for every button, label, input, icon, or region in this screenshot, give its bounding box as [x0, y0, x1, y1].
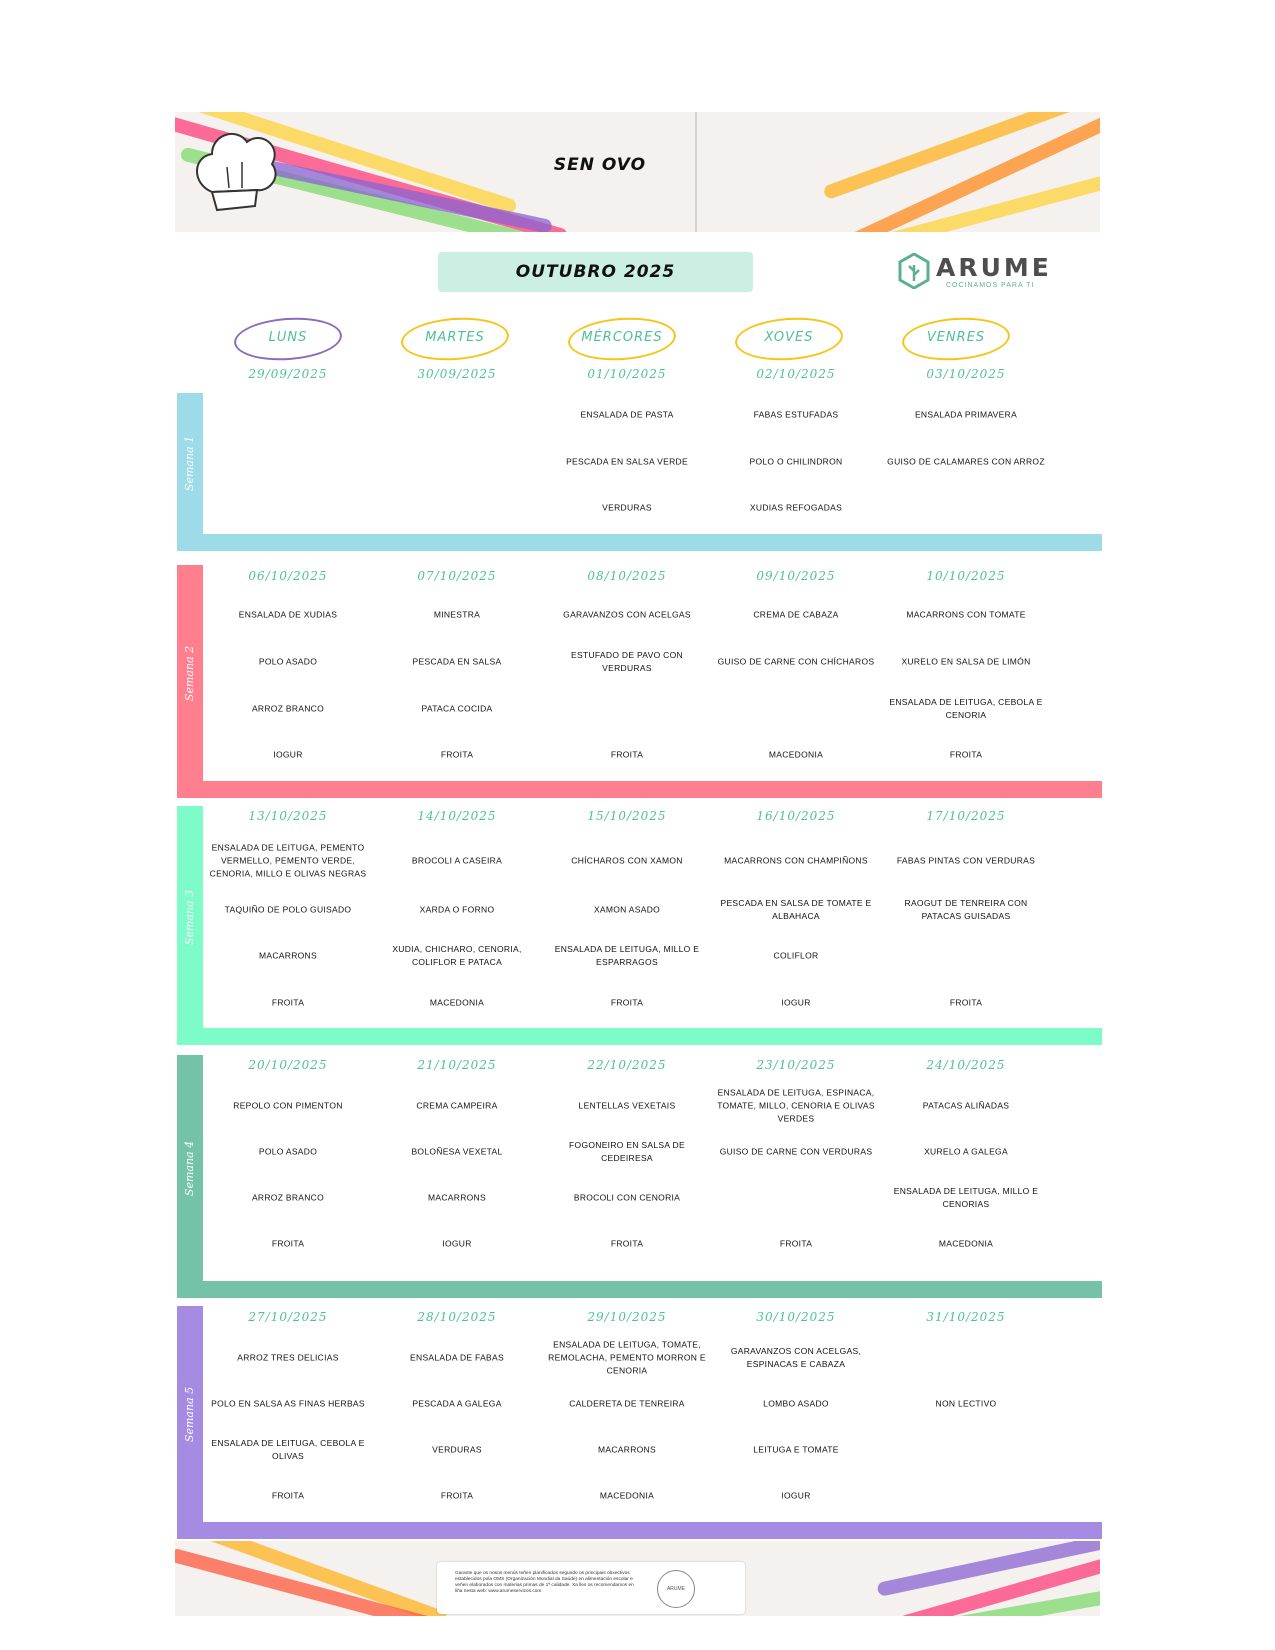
day-date: 27/10/2025: [248, 1310, 328, 1324]
menu-dish: MACEDONIA: [599, 1490, 655, 1501]
menu-dish: NON LECTIVO: [935, 1398, 997, 1409]
menu-dish: GUISO DE CARNE CON VERDURAS: [719, 1146, 873, 1157]
day-header-thursday: [717, 318, 887, 364]
menu-dish: ENSALADA DE LEITUGA, MILLO E CENORIAS: [893, 1186, 1039, 1209]
menu-dish: GUISO DE CALAMARES CON ARROZ: [887, 456, 1045, 467]
menu-dish: MACEDONIA: [429, 997, 485, 1008]
menu-dish: ENSALADA DE LEITUGA, TOMATE, REMOLACHA, PEMENTO MORRON E CENORIA: [548, 1339, 706, 1376]
day-date: 15/10/2025: [587, 809, 667, 823]
quality-seal: [657, 1570, 695, 1608]
week-label: [177, 1055, 203, 1281]
menu-dish: LEITUGA E TOMATE: [753, 1444, 839, 1455]
menu-dish: RAOGUT DE TENREIRA CON PATACAS GUISADAS: [904, 898, 1028, 921]
menu-dish: ARROZ BRANCO: [251, 1192, 325, 1203]
leaf-logo-icon: [898, 253, 930, 289]
menu-dish: VERDURAS: [602, 502, 652, 513]
menu-dish: IOGUR: [781, 997, 811, 1008]
day-date: 31/10/2025: [926, 1310, 1006, 1324]
menu-dish: ARROZ BRANCO: [251, 703, 325, 714]
menu-dish: ENSALADA PRIMAVERA: [914, 409, 1018, 420]
menu-dish: MACARRONS CON CHAMPIÑONS: [724, 855, 868, 866]
day-date: 22/10/2025: [587, 1058, 667, 1072]
menu-dish: LENTELLAS VEXETAIS: [578, 1100, 676, 1111]
menu-dish: CALDERETA DE TENREIRA: [569, 1398, 685, 1409]
menu-dish: IOGUR: [781, 1490, 811, 1501]
menu-dish: FROITA: [779, 1238, 813, 1249]
month-title: [438, 252, 753, 292]
month-label: OUTUBRO 2025: [515, 262, 676, 282]
paint-stroke: [175, 1541, 448, 1616]
menu-dish: FABAS ESTUFADAS: [753, 409, 839, 420]
menu-dish: FROITA: [271, 1238, 305, 1249]
day-date: 20/10/2025: [248, 1058, 328, 1072]
menu-dish: PESCADA EN SALSA VERDE: [566, 456, 688, 467]
menu-dish: PATACAS ALIÑADAS: [922, 1100, 1010, 1111]
menu-dish: XUDIAS REFOGADAS: [749, 502, 843, 513]
menu-dish: GARAVANZOS CON ACELGAS: [563, 609, 691, 620]
menu-dish: FROITA: [440, 1490, 474, 1501]
day-date: 30/10/2025: [756, 1310, 836, 1324]
week-label-text: Semana 3: [183, 889, 197, 945]
menu-dish: FOGONEIRO EN SALSA DE CEDEIRESA: [569, 1140, 685, 1163]
menu-dish: FROITA: [610, 997, 644, 1008]
paint-stroke: [695, 112, 697, 232]
menu-dish: XURELO A GALEGA: [924, 1146, 1008, 1157]
menu-dish: POLO ASADO: [258, 1146, 318, 1157]
menu-dish: GUISO DE CARNE CON CHÍCHAROS: [717, 656, 875, 667]
day-date: 29/09/2025: [248, 367, 328, 381]
day-date: 10/10/2025: [926, 569, 1006, 583]
menu-dish: TAQUIÑO DE POLO GUISADO: [224, 904, 352, 915]
day-date: 01/10/2025: [587, 367, 667, 381]
week-label-text: Semana 2: [183, 645, 197, 701]
day-date: 24/10/2025: [926, 1058, 1006, 1072]
week-label: [177, 393, 203, 534]
day-date: 13/10/2025: [248, 809, 328, 823]
footer-note: Garante que os nosos menús teñen planificados segundo os principais obxectivos establecidos pola OMS (Organización Mundial da Saúde) en alimentación escolar e veñen elaborados con materias primas de 1ª calidade. Xa lles os recomendamos en liña nesta web: www.arumeservizos.com: [455, 1571, 634, 1594]
day-date: 14/10/2025: [417, 809, 497, 823]
menu-dish: BROCOLI A CASEIRA: [411, 855, 503, 866]
menu-dish: BROCOLI CON CENORIA: [573, 1192, 681, 1203]
week-bottom-band: [177, 781, 1102, 798]
day-date: 30/09/2025: [417, 367, 497, 381]
day-header-tuesday: [383, 318, 553, 364]
chef-hat-icon: [187, 122, 282, 212]
day-date: 16/10/2025: [756, 809, 836, 823]
day-header-friday: [884, 318, 1054, 364]
menu-dish: XURELO EN SALSA DE LIMÓN: [901, 656, 1031, 667]
menu-dish: XAMON ASADO: [593, 904, 661, 915]
menu-title: SEN OVO: [553, 155, 647, 175]
menu-dish: ENSALADA DE XUDIAS: [238, 609, 338, 620]
menu-dish: FROITA: [271, 997, 305, 1008]
menu-dish: MACEDONIA: [938, 1238, 994, 1249]
day-date: 07/10/2025: [417, 569, 497, 583]
arume-logo: [898, 253, 1052, 293]
menu-dish: FROITA: [440, 749, 474, 760]
day-date: 09/10/2025: [756, 569, 836, 583]
menu-dish: GARAVANZOS CON ACELGAS, ESPINACAS E CABAZA: [730, 1346, 862, 1369]
menu-dish: FROITA: [271, 1490, 305, 1501]
menu-dish: BOLOÑESA VEXETAL: [411, 1146, 503, 1157]
menu-dish: MACARRONS: [598, 1444, 656, 1455]
day-date: 23/10/2025: [756, 1058, 836, 1072]
week-label: [177, 1306, 203, 1522]
menu-dish: FABAS PINTAS CON VERDURAS: [896, 855, 1036, 866]
menu-dish: ENSALADA DE LEITUGA, CEBOLA E OLIVAS: [211, 1438, 365, 1461]
week-bottom-band: [177, 1028, 1102, 1045]
menu-dish: ENSALADA DE LEITUGA, CEBOLA E CENORIA: [889, 697, 1043, 720]
menu-dish: PESCADA A GALEGA: [412, 1398, 502, 1409]
menu-dish: XUDIA, CHICHARO, CENORIA, COLIFLOR E PATACA: [392, 944, 522, 967]
menu-dish: FROITA: [610, 1238, 644, 1249]
menu-dish: POLO EN SALSA AS FINAS HERBAS: [211, 1398, 365, 1409]
menu-dish: CHÍCHAROS CON XAMON: [571, 855, 683, 866]
menu-dish: PESCADA EN SALSA: [412, 656, 502, 667]
day-label: VENRES: [926, 330, 986, 345]
day-date: 06/10/2025: [248, 569, 328, 583]
menu-dish: FROITA: [949, 749, 983, 760]
day-label: MARTES: [425, 330, 485, 345]
menu-dish: FROITA: [949, 997, 983, 1008]
menu-dish: ENSALADA DE FABAS: [410, 1352, 504, 1363]
menu-dish: POLO O CHILINDRON: [749, 456, 843, 467]
day-label: XOVES: [764, 330, 814, 345]
menu-dish: CREMA DE CABAZA: [753, 609, 839, 620]
day-date: 21/10/2025: [417, 1058, 497, 1072]
day-date: 29/10/2025: [587, 1310, 667, 1324]
day-label: MÉRCORES: [581, 330, 663, 345]
day-date: 08/10/2025: [587, 569, 667, 583]
menu-dish: REPOLO CON PIMENTON: [233, 1100, 343, 1111]
menu-dish: PATACA COCIDA: [421, 703, 493, 714]
week-label-text: Semana 4: [183, 1140, 197, 1196]
week-bottom-band: [177, 1522, 1102, 1539]
day-date: 17/10/2025: [926, 809, 1006, 823]
seal-label: ARUME: [666, 1586, 686, 1592]
menu-dish: IOGUR: [273, 749, 303, 760]
day-date: 03/10/2025: [926, 367, 1006, 381]
menu-dish: XARDA O FORNO: [419, 904, 495, 915]
week-bottom-band: [177, 534, 1102, 551]
week-label-text: Semana 1: [183, 435, 197, 492]
menu-dish: VERDURAS: [432, 1444, 482, 1455]
menu-dish: POLO ASADO: [258, 656, 318, 667]
week-label: [177, 565, 203, 781]
menu-dish: MACARRONS: [428, 1192, 486, 1203]
menu-dish: ENSALADA DE LEITUGA, PEMENTO VERMELLO, PEMENTO VERDE, CENORIA, MILLO E OLIVAS NEGRAS: [209, 842, 367, 879]
logo-name: ARUME: [936, 253, 1052, 282]
day-date: 28/10/2025: [417, 1310, 497, 1324]
menu-dish: PESCADA EN SALSA DE TOMATE E ALBAHACA: [720, 898, 872, 921]
menu-dish: ESTUFADO DE PAVO CON VERDURAS: [571, 650, 683, 673]
day-date: 02/10/2025: [756, 367, 836, 381]
menu-dish: MINESTRA: [433, 609, 481, 620]
day-header-monday: [216, 318, 386, 364]
menu-dish: MACEDONIA: [768, 749, 824, 760]
menu-dish: LOMBO ASADO: [763, 1398, 829, 1409]
week-bottom-band: [177, 1281, 1102, 1298]
footer-note-box: [437, 1562, 745, 1614]
day-header-wednesday: [550, 318, 720, 364]
menu-dish: ENSALADA DE LEITUGA, ESPINACA, TOMATE, MILLO, CENORIA E OLIVAS VERDES: [717, 1087, 875, 1124]
menu-dish: COLIFLOR: [773, 950, 819, 961]
menu-dish: ENSALADA DE PASTA: [580, 409, 674, 420]
week-label-text: Semana 5: [183, 1386, 197, 1442]
menu-dish: ARROZ TRES DELICIAS: [237, 1352, 339, 1363]
week-label: [177, 806, 203, 1028]
menu-dish: ENSALADA DE LEITUGA, MILLO E ESPARRAGOS: [554, 944, 700, 967]
menu-dish: FROITA: [610, 749, 644, 760]
menu-dish: MACARRONS: [259, 950, 317, 961]
menu-dish: MACARRONS CON TOMATE: [906, 609, 1026, 620]
menu-dish: IOGUR: [442, 1238, 472, 1249]
logo-tagline: COCINAMOS PARA TI: [946, 282, 1035, 289]
day-label: LUNS: [268, 330, 308, 345]
menu-dish: CREMA CAMPEIRA: [416, 1100, 498, 1111]
